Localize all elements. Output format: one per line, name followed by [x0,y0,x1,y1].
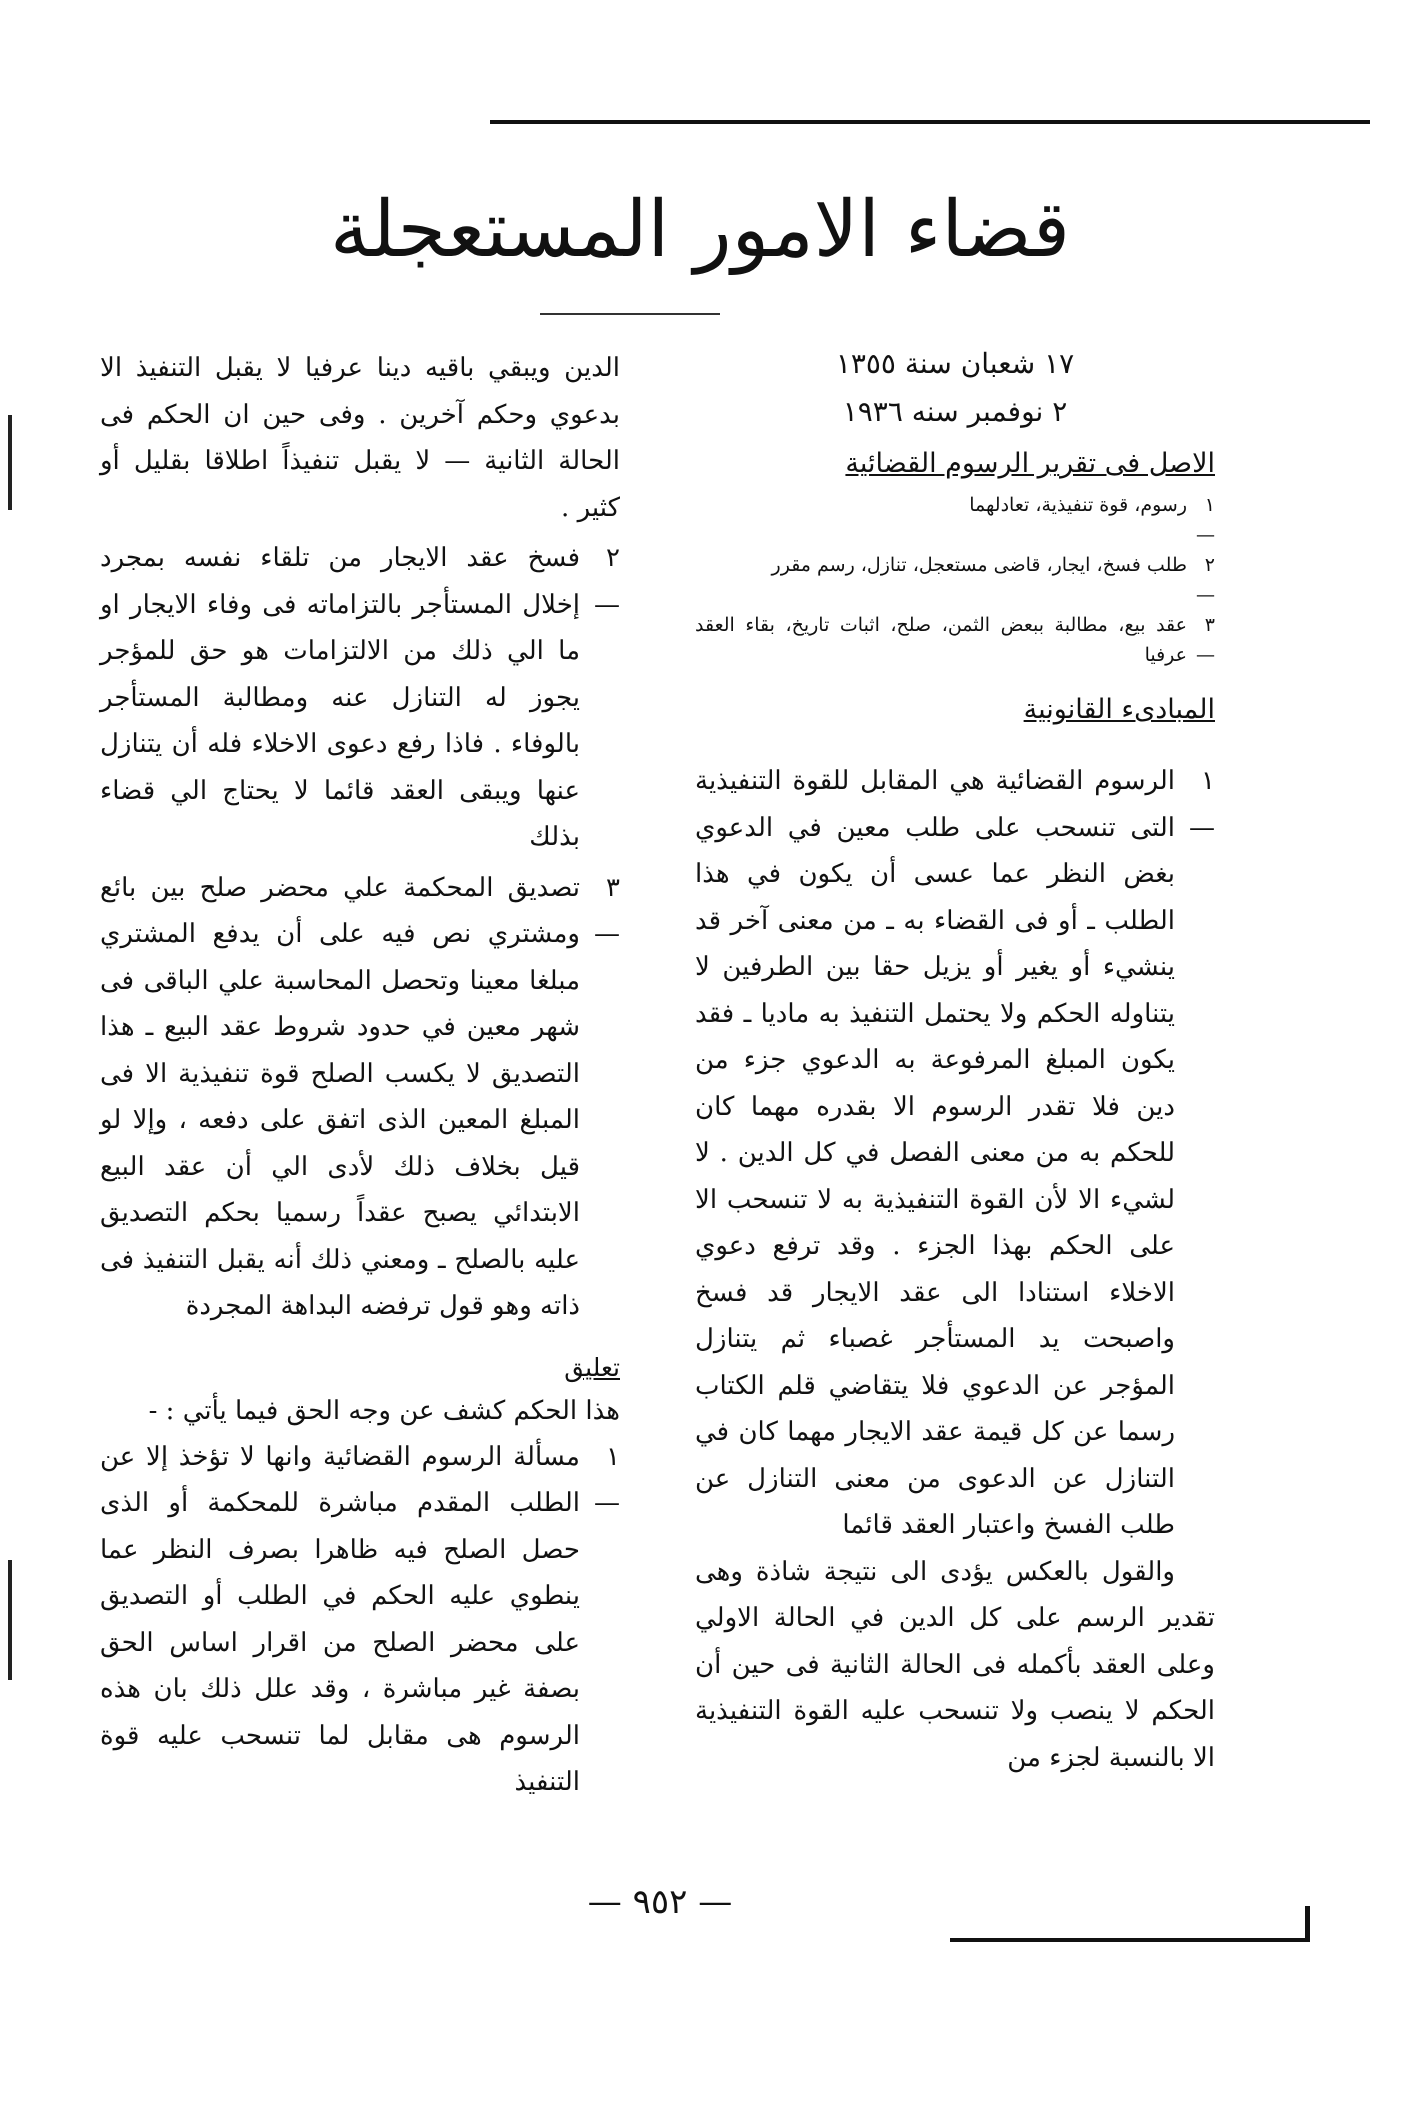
scan-margin-mark [8,1560,12,1680]
summary-text: طلب فسخ، ايجار، قاضى مستعجل، تنازل، رسم مقرر [771,554,1187,576]
commentary-heading: تعليق [564,1352,620,1382]
commentary-number: ١ — [594,1441,620,1518]
summary-item [695,610,1215,670]
commentary-item-1 [100,1434,620,1806]
date-hijri: ١٧ شعبان سنة ١٣٥٥ [835,347,1075,380]
principle-text: فسخ عقد الايجار من تلقاء نفسه بمجرد إخلال المستأجر بالتزاماته فى وفاء الايجار او ما الي ذلك من الالتزامات هو حق للمؤجر يجوز له التنازل عنه ومطالبة المستأجر بالوفاء . فاذا رفع دعوى الاخلاء فله أن يتنازل عنها ويبقى العقد قائما لا يحتاج الي قضاء بذلك [100,543,580,852]
principle-1-continuation: والقول بالعكس يؤدى الى نتيجة شاذة وهى تقدير الرسم على كل الدين في الحالة الاولي وعلى العقد بأكمله فى الحالة الثانية فى حين أن الحكم لا ينصب ولا تنسحب عليه القوة التنفيذية الا بالنسبة لجزء من [695,1556,1215,1773]
principle-number: ٢ — [594,543,620,620]
principle-text: تصديق المحكمة علي محضر صلح بين بائع ومشتري نص فيه على أن يدفع المشتري مبلغا معينا وتحصل المحاسبة علي الباقى فى شهر معين في حدود شروط عقد البيع ـ هذا التصديق لا يكسب الصلح قوة تنفيذية الا فى المبلغ المعين الذى اتفق على دفعه ، وإلا لو قيل بخلاف ذلك لأدى الي أن عقد البيع الابتدائي يصبح عقداً رسميا بحكم التصديق عليه بالصلح ـ ومعني ذلك أنه يقبل التنفيذ فى ذاته وهو قول ترفضه البداهة المجردة [100,872,581,1321]
commentary-text: مسألة الرسوم القضائية وانها لا تؤخذ إلا عن الطلب المقدم مباشرة للمحكمة أو الذى حصل الصلح فيه ظاهرا بصرف النظر عما ينطوي عليه الحكم في الطلب أو التصديق على محضر الصلح من اقرار اساس الحق بصفة غير مباشرة ، وقد علل ذلك بان هذه الرسوم هى مقابل لما تنسحب عليه قوة التنفيذ [100,1441,580,1797]
principle-1 [695,758,1215,1549]
summary-item [695,550,1215,610]
case-heading: الاصل فى تقرير الرسوم القضائية [845,448,1215,479]
bottom-rule-corner [1305,1906,1310,1942]
summary-number: ٢ — [1196,554,1215,606]
bottom-rule [950,1938,1305,1942]
summary-number: ١ — [1196,494,1215,546]
summary-number: ٣ — [1196,614,1215,666]
title-divider [540,313,720,315]
summary-text: رسوم، قوة تنفيذية، تعادلهما [969,494,1187,516]
summary-text: عقد بيع، مطالبة ببعض الثمن، صلح، اثبات تاريخ، بقاء العقد عرفيا [695,614,1187,666]
summary-item [695,490,1215,550]
scan-margin-mark [8,415,12,510]
continuation-paragraph: الدين ويبقي باقيه دينا عرفيا لا يقبل التنفيذ الا بدعوي وحكم آخرين . وفى حين ان الحكم فى الحالة الثانية — لا يقبل تنفيذاً اطلاقا بقليل أو كثير . [100,353,620,523]
summary-list [695,490,1215,670]
top-rule [490,120,1370,124]
date-gregorian: ٢ نوفمبر سنه ١٩٣٦ [842,395,1068,428]
principle-number: ١ — [1189,766,1215,843]
principle-3 [100,865,620,1330]
principle-2 [100,535,620,861]
principle-number: ٣ — [594,872,620,949]
principles-heading: المبادىء القانونية [1023,694,1215,725]
page-title: قضاء الامور المستعجلة [329,185,1071,275]
page-number: — ٩٥٢ — [587,1882,733,1922]
principle-text: الرسوم القضائية هي المقابل للقوة التنفيذية التى تنسحب على طلب معين في الدعوي بغض النظر عما عسى أن يكون في هذا الطلب ـ أو فى القضاء به ـ من معنى آخر قد ينشيء أو يغير أو يزيل حقا بين الطرفين لا يتناوله الحكم ولا يحتمل التنفيذ به ماديا ـ فقد يكون المبلغ المرفوعة به الدعوي جزء من دين فلا تقدر الرسوم الا بقدره مهما كان للحكم به من معنى الفصل في كل الدين . لا لشيء الا لأن القوة التنفيذية به لا تنسحب الا على الحكم بهذا الجزء . وقد ترفع دعوي الاخلاء استنادا الى عقد الايجار قد فسخ واصبحت يد المستأجر غصباء ثم يتنازل المؤجر عن الدعوي فلا يتقاضي قلم الكتاب رسما عن كل قيمة عقد الايجار مهما كان في التنازل عن الدعوى من معنى التنازل عن طلب الفسخ واعتبار العقد قائما [695,766,1175,1540]
left-column [100,345,620,1806]
right-column [695,340,1215,1781]
commentary-intro: هذا الحكم كشف عن وجه الحق فيما يأتي : - [148,1395,620,1426]
